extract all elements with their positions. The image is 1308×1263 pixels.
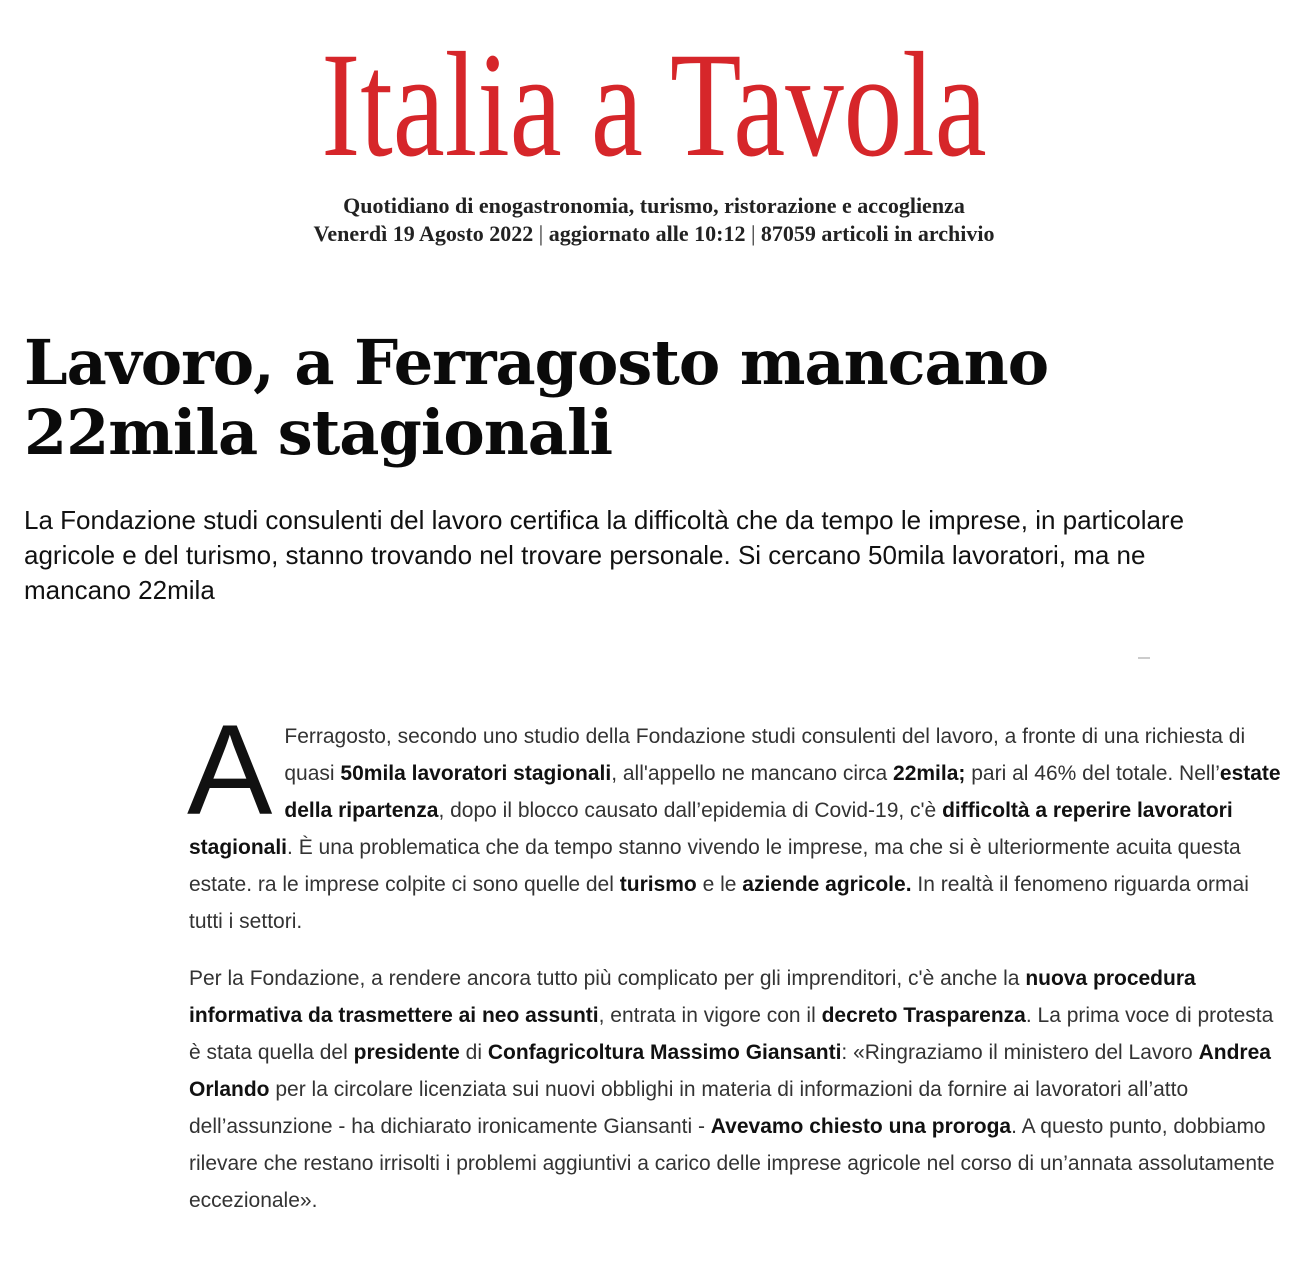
drop-cap: A <box>187 699 273 842</box>
divider-mark <box>1138 657 1150 659</box>
text-span: Ferragosto, secondo uno studio della Fondazione studi consulenti del lavoro, a fronte di una richiesta di quasi <box>284 725 1246 785</box>
site-logo[interactable]: Italia a Tavola <box>321 22 987 188</box>
bold-text: estate della ripartenza <box>284 762 1281 822</box>
article-headline: Lavoro, a Ferragosto mancano 22mila stagionali <box>24 326 1049 469</box>
articles-count: 87059 <box>760 221 816 246</box>
text-span: Per la Fondazione, a rendere ancora tutto più complicato per gli imprenditori, c'è anche la <box>189 967 1026 990</box>
dateline <box>0 220 1308 248</box>
updated-time: 10:12 <box>694 221 746 246</box>
bold-text: difficoltà a reperire lavoratori stagionali <box>189 799 1233 859</box>
separator: | <box>750 221 756 246</box>
bold-text: 50mila lavoratori stagionali <box>340 762 612 785</box>
text-span: , dopo il blocco causato dall’epidemia di Covid-19, c'è <box>438 799 943 822</box>
text-span: . È una problematica che da tempo stanno vivendo le imprese, ma che si è ulteriormente acuita questa estate. ra le imprese colpite ci sono quelle del <box>189 836 1241 896</box>
bold-text: decreto Trasparenza <box>821 1004 1026 1027</box>
text-span: pari al 46% del totale. Nell’ <box>965 762 1220 785</box>
text-span: , entrata in vigore con il <box>598 1004 822 1027</box>
text-span: In realtà il fenomeno riguarda ormai tutti i settori. <box>189 873 1249 933</box>
article-subhead: La Fondazione studi consulenti del lavoro certifica la difficoltà che da tempo le imprese, in particolare agricole e del turismo, stanno trovando nel trovare personale. Si cercano 50mila lavoratori, ma ne mancano 22mila <box>24 505 1185 605</box>
text-span: : «Ringraziamo il ministero del Lavoro <box>841 1041 1199 1064</box>
bold-text: presidente <box>353 1041 460 1064</box>
text-span: , all'appello ne mancano circa <box>611 762 894 785</box>
separator: | <box>538 221 544 246</box>
paragraph-2 <box>189 960 1284 1219</box>
bold-text: 22mila; <box>893 762 966 785</box>
bold-text: Confagricoltura Massimo Giansanti <box>487 1041 842 1064</box>
bold-text: turismo <box>619 873 697 896</box>
bold-text: nuova procedura informativa da trasmettere ai neo assunti <box>189 967 1196 1027</box>
text-span: . A questo punto, dobbiamo rilevare che restano irrisolti i problemi aggiuntivi a carico delle imprese agricole nel corso di un’annata assolutamente eccezionale». <box>189 1115 1275 1212</box>
text-span: e le <box>696 873 743 896</box>
bold-text: aziende agricole. <box>742 873 912 896</box>
bold-text: Avevamo chiesto una proroga <box>710 1115 1012 1138</box>
article-body <box>187 699 1284 1239</box>
site-tagline: Quotidiano di enogastronomia, turismo, ristorazione e accoglienza <box>343 193 965 218</box>
articles-label: articoli in archivio <box>821 221 995 246</box>
text-span: per la circolare licenziata sui nuovi obblighi in materia di informazioni da fornire ai lavoratori all’atto dell’assunzione - ha dichiarato ironicamente Giansanti - <box>189 1078 1189 1138</box>
masthead <box>0 22 1308 248</box>
paragraph-1 <box>187 699 1284 940</box>
current-date: Venerdì 19 Agosto 2022 <box>313 221 534 246</box>
bold-text: Andrea Orlando <box>189 1041 1271 1101</box>
updated-label: aggiornato alle <box>548 221 689 246</box>
text-span: di <box>459 1041 488 1064</box>
text-span: . La prima voce di protesta è stata quella del <box>189 1004 1274 1064</box>
